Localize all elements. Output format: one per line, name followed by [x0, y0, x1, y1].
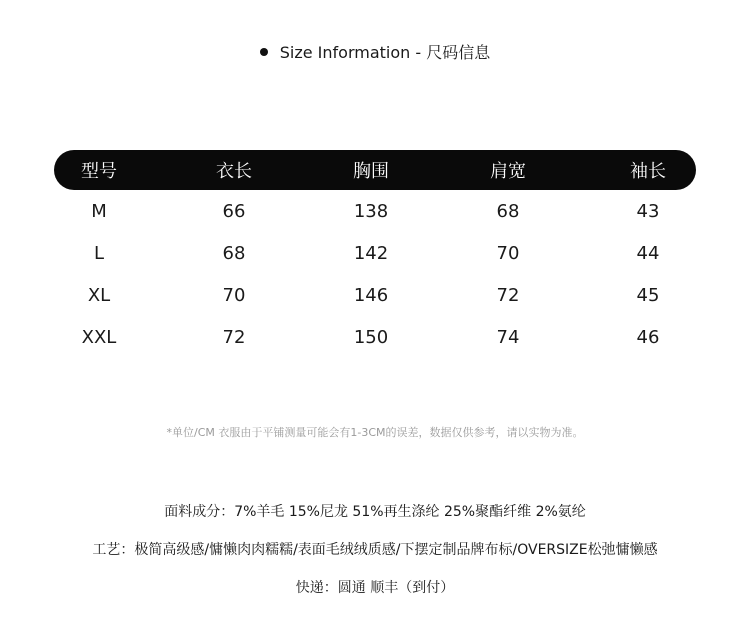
table-row [54, 190, 696, 232]
shipping-info: 快递：圆通 顺丰（到付） [295, 580, 455, 596]
table-cell: M [91, 200, 107, 222]
table-cell: XL [87, 284, 111, 306]
table-cell: 70 [496, 242, 520, 264]
table-cell: 66 [222, 200, 246, 222]
table-row [54, 274, 696, 316]
craft-description: 工艺：极简高级感/慵懒肉肉糯糯/表面毛绒绒质感/下摆定制品牌布标/OVERSIZE松弛慵懒感 [92, 542, 658, 558]
table-cell: 142 [353, 242, 389, 264]
table-cell: 45 [636, 284, 660, 306]
table-cell: 138 [353, 200, 389, 222]
table-cell: 72 [496, 284, 520, 306]
header-cell-sleeve: 袖长 [630, 161, 666, 182]
size-info-title-text: Size Information - 尺码信息 [279, 43, 491, 62]
table-cell: 146 [353, 284, 389, 306]
measurement-note: *单位/CM 衣服由于平铺测量可能会有1-3CM的误差，数据仅供参考，请以实物为准。 [166, 426, 584, 439]
size-table-header [54, 150, 696, 190]
table-cell: 150 [353, 326, 389, 348]
table-cell: 72 [222, 326, 246, 348]
table-cell: 74 [496, 326, 520, 348]
table-cell: XXL [81, 326, 117, 348]
header-cell-chest: 胸围 [353, 161, 389, 182]
bullet-icon [260, 48, 268, 56]
material-composition: 面料成分：7%羊毛 15%尼龙 51%再生涤纶 25%聚酯纤维 2%氨纶 [164, 504, 586, 520]
table-cell: 44 [636, 242, 660, 264]
table-row [54, 232, 696, 274]
size-info-title [0, 40, 750, 63]
table-cell: 68 [496, 200, 520, 222]
table-cell: 70 [222, 284, 246, 306]
header-cell-shoulder: 肩宽 [490, 161, 526, 182]
header-cell-model: 型号 [81, 161, 117, 182]
size-table [54, 150, 696, 358]
table-cell: 46 [636, 326, 660, 348]
table-cell: L [93, 242, 105, 264]
table-row [54, 316, 696, 358]
table-cell: 43 [636, 200, 660, 222]
table-cell: 68 [222, 242, 246, 264]
header-cell-length: 衣长 [216, 161, 252, 182]
